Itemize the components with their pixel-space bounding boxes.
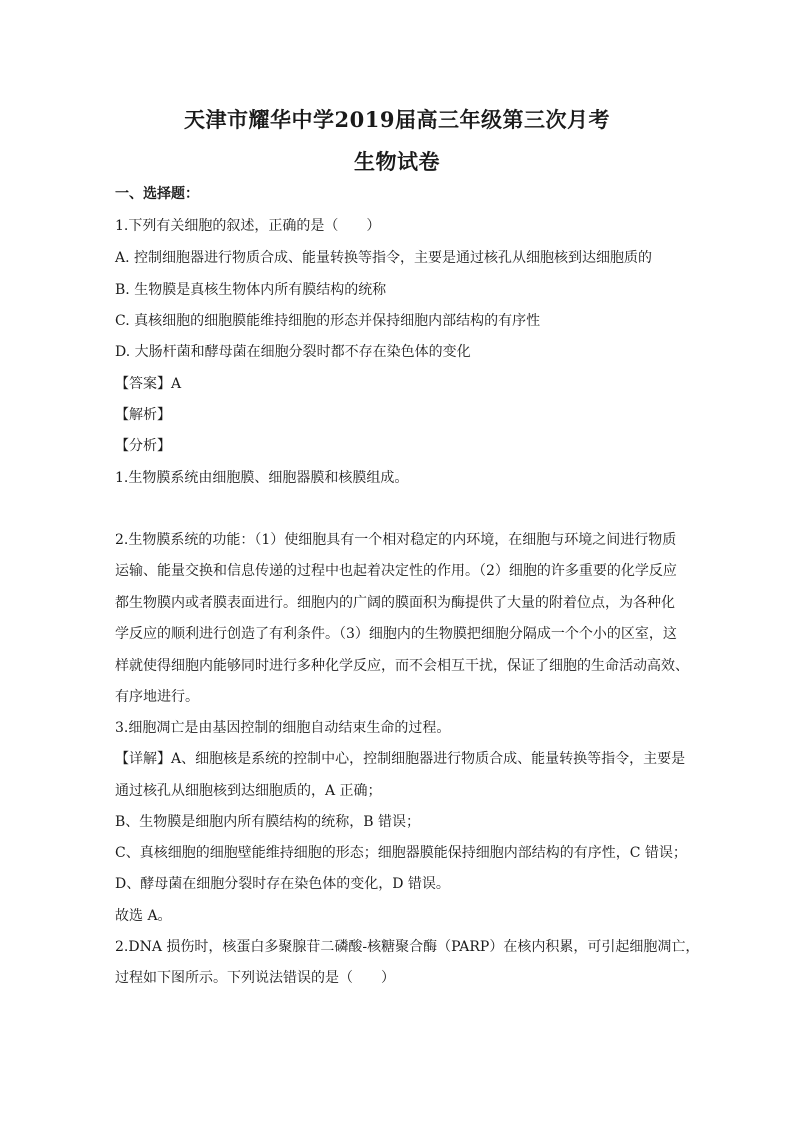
question-1-option-d: D. 大肠杆菌和酵母菌在细胞分裂时都不存在染色体的变化 <box>115 344 471 360</box>
fenxi-point-2-line: 2.生物膜系统的功能：（1）使细胞具有一个相对稳定的内环境，在细胞与环境之间进行物质 <box>115 532 677 548</box>
detail-line: D、酵母菌在细胞分裂时存在染色体的变化，D 错误。 <box>115 876 450 892</box>
fenxi-point-3: 3.细胞凋亡是由基因控制的细胞自动结束生命的过程。 <box>115 720 451 736</box>
detail-line: C、真核细胞的细胞壁能维持细胞的形态；细胞器膜能保持细胞内部结构的有序性，C 错误； <box>115 845 687 861</box>
detail-line: B、生物膜是细胞内所有膜结构的统称，B 错误； <box>115 814 421 830</box>
fenxi-label: 【分析】 <box>115 438 171 454</box>
question-1-option-b: B. 生物膜是真核生物体内所有膜结构的统称 <box>115 282 387 298</box>
conclusion: 故选 A。 <box>115 908 172 924</box>
fenxi-point-2-line: 都生物膜内或者膜表面进行。细胞内的广阔的膜面积为酶提供了大量的附着位点，为各种化 <box>115 595 675 611</box>
exam-title: 天津市耀华中学2019届高三年级第三次月考 <box>184 107 610 132</box>
exam-subtitle: 生物试卷 <box>354 149 440 174</box>
detail-line: 【详解】A、细胞核是系统的控制中心，控制细胞器进行物质合成、能量转换等指令，主要是 <box>115 751 686 767</box>
question-1-option-a: A. 控制细胞器进行物质合成、能量转换等指令，主要是通过核孔从细胞核到达细胞质的 <box>115 250 653 266</box>
question-2-stem-line: 过程如下图所示。下列说法错误的是（ ） <box>115 970 395 986</box>
fenxi-point-1: 1.生物膜系统由细胞膜、细胞器膜和核膜组成。 <box>115 470 409 486</box>
fenxi-point-2-line: 学反应的顺利进行创造了有利条件。（3）细胞内的生物膜把细胞分隔成一个个小的区室，这 <box>115 626 677 642</box>
detail-line: 通过核孔从细胞核到达细胞质的，A 正确； <box>115 783 382 799</box>
fenxi-point-2-line: 运输、能量交换和信息传递的过程中也起着决定性的作用。（2）细胞的许多重要的化学反应 <box>115 563 677 579</box>
answer-label: 【答案】A <box>115 376 182 392</box>
fenxi-point-2-line: 有序地进行。 <box>115 689 199 705</box>
analysis-label: 【解析】 <box>115 407 171 423</box>
question-1-option-c: C. 真核细胞的细胞膜能维持细胞的形态并保持细胞内部结构的有序性 <box>115 313 541 329</box>
fenxi-point-2-line: 样就使得细胞内能够同时进行多种化学反应，而不会相互干扰，保证了细胞的生命活动高效、 <box>115 658 689 674</box>
question-2-stem-line: 2.DNA 损伤时，核蛋白多聚腺苷二磷酸-核糖聚合酶（PARP）在核内积累，可引起细胞凋亡， <box>115 939 700 955</box>
question-1-stem: 1.下列有关细胞的叙述，正确的是（ ） <box>115 218 381 234</box>
section-heading: 一、选择题： <box>115 186 199 202</box>
